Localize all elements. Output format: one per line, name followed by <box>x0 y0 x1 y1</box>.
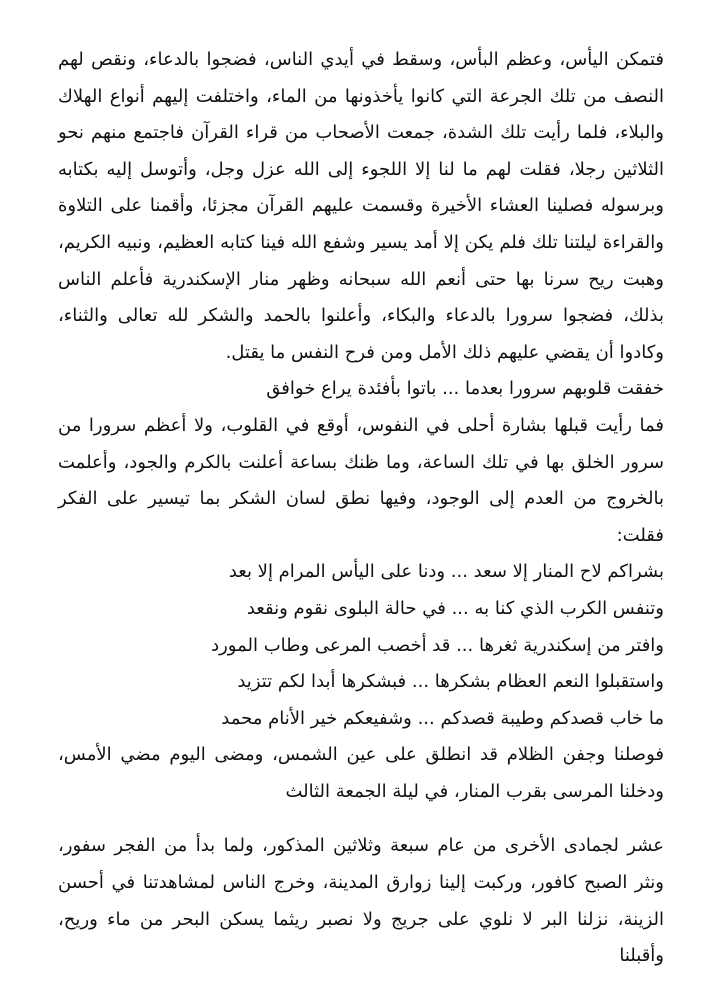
verse-line: خفقت قلوبهم سرورا بعدما ... باتوا بأفئدة يراع خوافق <box>266 378 664 400</box>
poem-line: بشراكم لاح المنار إلا سعد ... ودنا على اليأس المرام إلا بعد <box>228 561 664 583</box>
poem-line: ما خاب قصدكم وطيبة قصدكم ... وشفيعكم خير الأنام محمد <box>221 707 664 729</box>
paragraph-gap <box>58 810 664 828</box>
poem-line: وافتر من إسكندرية ثغرها ... قد أخصب المرعى وطاب المورد <box>211 634 664 656</box>
paragraph-landing: عشر لجمادى الأخرى من عام سبعة وثلاثين المذكور، ولما بدأ من الفجر سفور، ونثر الصبح كافور، وركبت إلينا زوارق المدينة، وخرج الناس لمشاهدتنا في أحسن الزينة، نزلنا البر لا نلوي على جريج ولا نصبر ريثما يسكن البحر من ماء وريح، وأقبلنا <box>58 835 664 967</box>
paragraph-arrival: فوصلنا وجفن الظلام قد انطلق على عين الشمس، ومضى اليوم مضي الأمس، ودخلنا المرسى بقرب المنار، في ليلة الجمعة الثالث <box>58 744 664 802</box>
paragraph-storm-and-prayer: فتمكن اليأس، وعظم البأس، وسقط في أيدي الناس، فضجوا بالدعاء، ونقص لهم النصف من تلك الجرعة التي كانوا يأخذونها من الماء، واختلفت إليهم أنواع الهلاك والبلاء، فلما رأيت تلك الشدة، جمعت الأصحاب من قراء القرآن فاجتمع منهم نحو الثلاثين رجلا، فقلت لهم ما لنا إلا اللجوء إلى الله عزل وجل، وأتوسل إليه بكتابه وبرسوله فصلينا العشاء الأخيرة وقسمت عليهم القرآن مجزئا، وأقمنا على التلاوة والقراءة ليلتنا تلك فلم يكن إلا أمد يسير وشفع الله فينا كتابه العظيم، ونبيه الكريم، وهبت ريح سرنا بها حتى أنعم الله سبحانه وظهر منار الإسكندرية فأعلم الناس بذلك، فضجوا سرورا بالدعاء والبكاء، وأعلنوا بالحمد والشكر لله تعالى والثناء، وكادوا أن يقضي عليهم ذلك الأمل ومن فرح النفس ما يقتل. <box>58 49 664 363</box>
document-page <box>58 42 664 975</box>
paragraph-good-news: فما رأيت قبلها بشارة أحلى في النفوس، أوقع في القلوب، ولا أعظم سرورا من سرور الخلق بها في تلك الساعة، وما ظنك بساعة أعلنت بالكرم والجود، وأعلمت بالخروج من العدم إلى الوجود، وفيها نطق لسان الشكر بما تيسير على الفكر فقلت: <box>58 414 664 546</box>
poem-line: وتنفس الكرب الذي كنا به ... في حالة البلوى نقوم ونقعد <box>246 597 664 619</box>
poem-line: واستقبلوا النعم العظام بشكرها ... فبشكرها أبدا لكم تتزيد <box>237 671 664 693</box>
